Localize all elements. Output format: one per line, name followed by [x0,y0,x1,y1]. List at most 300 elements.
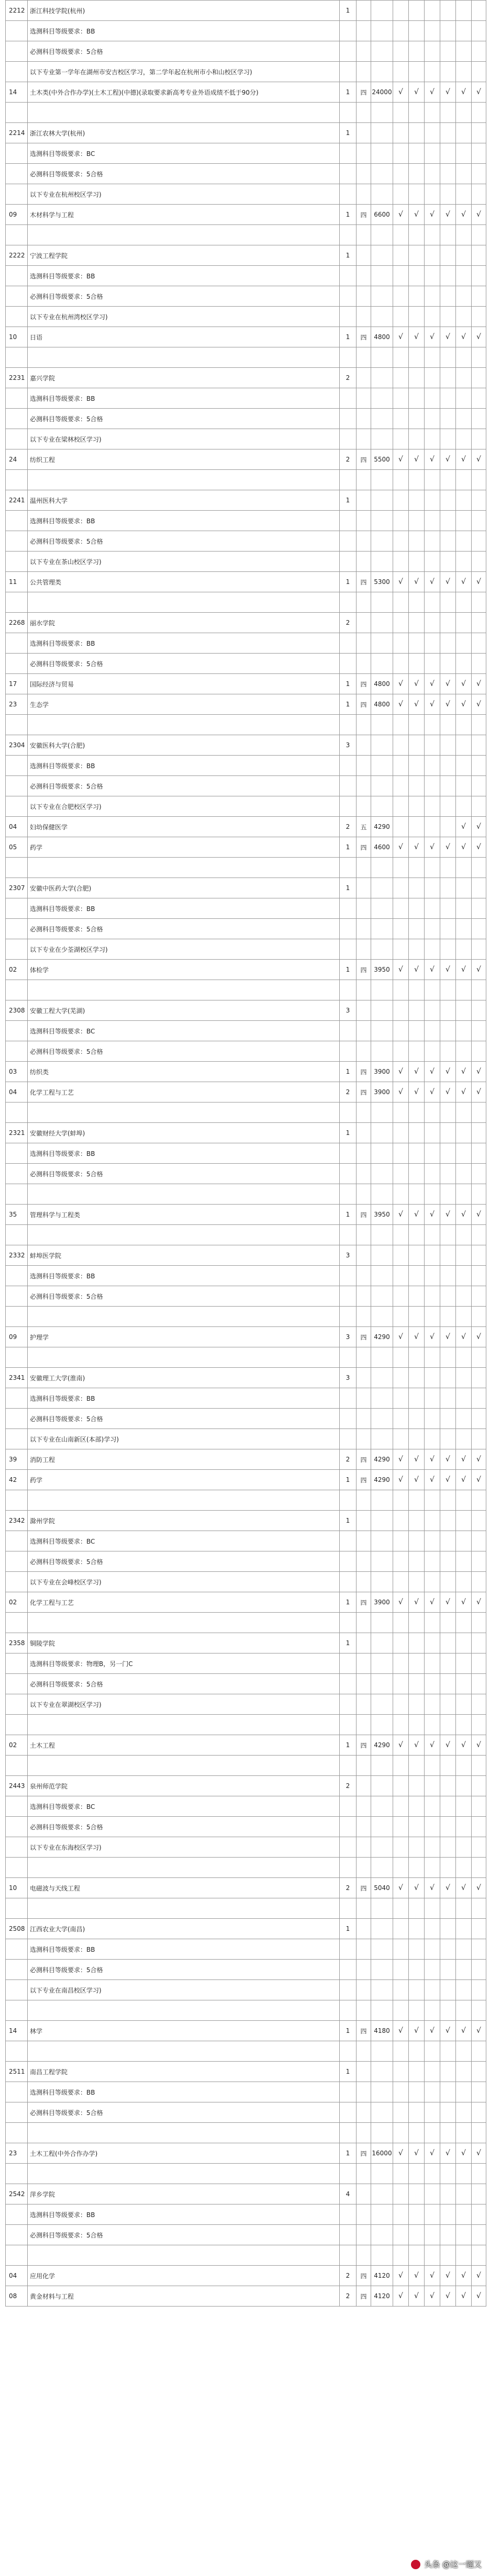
subject-check-cell: √ [409,327,425,347]
subject-check-cell [440,654,456,674]
plan-code-cell [6,1898,28,1919]
plan-code-cell [6,143,28,164]
subject-check-cell [409,1286,425,1307]
subject-check-cell [472,62,486,82]
subject-check-cell [472,1143,486,1164]
subject-check-cell [472,1817,486,1837]
subject-check-cell [440,1388,456,1409]
subject-check-cell [409,164,425,184]
subject-check-cell [440,164,456,184]
subject-check-cell [472,1939,486,1960]
tuition-cell [371,1531,393,1551]
subject-check-cell [393,1409,409,1429]
subject-check-cell: √ [472,1082,486,1103]
subject-check-cell: √ [425,960,440,980]
subject-check-cell [456,1531,472,1551]
plan-code-cell: 10 [6,1878,28,1898]
table-row [6,62,486,82]
subject-check-cell [472,368,486,388]
plan-code-cell: 14 [6,82,28,103]
plan-number-cell [340,898,357,919]
subject-check-cell: √ [472,1878,486,1898]
plan-number-cell: 1 [340,1,357,21]
subject-check-cell [425,41,440,62]
school-major-cell [28,103,340,123]
subject-check-cell [456,613,472,633]
duration-cell [357,1919,371,1939]
subject-check-cell [440,2245,456,2266]
subject-check-cell: √ [456,449,472,470]
subject-check-cell [440,1429,456,1449]
subject-check-cell [472,1164,486,1184]
school-major-cell: 滁州学院 [28,1511,340,1531]
subject-check-cell [425,980,440,1000]
plan-number-cell: 1 [340,123,357,143]
duration-cell: 四 [357,1062,371,1082]
subject-check-cell [456,2164,472,2184]
plan-number-cell [340,2204,357,2225]
subject-check-cell [440,1164,456,1184]
plan-code-cell: 2231 [6,368,28,388]
plan-number-cell: 1 [340,674,357,694]
subject-check-cell: √ [440,2021,456,2041]
subject-check-cell [393,368,409,388]
subject-check-cell [425,1245,440,1266]
subject-check-cell: √ [440,1062,456,1082]
subject-check-cell [409,633,425,654]
subject-check-cell [456,62,472,82]
subject-check-cell [472,1347,486,1368]
subject-check-cell [425,2102,440,2123]
subject-check-cell [472,286,486,307]
school-major-cell: 江西农业大学(南昌) [28,1919,340,1939]
school-major-cell: 选测科目等级要求：BB [28,756,340,776]
plan-code-cell [6,388,28,409]
school-major-cell: 木材科学与工程 [28,205,340,225]
school-major-cell: 选测科目等级要求：BB [28,21,340,41]
school-major-cell [28,470,340,490]
duration-cell [357,592,371,613]
subject-check-cell [456,470,472,490]
plan-number-cell [340,756,357,776]
subject-check-cell [393,817,409,837]
school-major-cell: 管理科学与工程类 [28,1205,340,1225]
subject-check-cell [409,511,425,531]
duration-cell: 四 [357,1878,371,1898]
duration-cell [357,776,371,796]
subject-check-cell [425,1000,440,1021]
table-row [6,1266,486,1286]
subject-check-cell [456,1368,472,1388]
table-row [6,1735,486,1756]
table-row [6,2204,486,2225]
duration-cell [357,2225,371,2245]
tuition-cell [371,1143,393,1164]
subject-check-cell [409,2041,425,2062]
subject-check-cell: √ [440,1470,456,1490]
plan-number-cell [340,2164,357,2184]
plan-number-cell [340,409,357,429]
subject-check-cell [456,21,472,41]
table-row [6,1286,486,1307]
duration-cell [357,1021,371,1041]
plan-number-cell: 2 [340,2266,357,2286]
subject-check-cell [440,2164,456,2184]
table-row [6,1205,486,1225]
subject-check-cell [472,123,486,143]
duration-cell: 四 [357,674,371,694]
subject-check-cell: √ [456,205,472,225]
subject-check-cell [456,1307,472,1327]
subject-check-cell [393,1694,409,1715]
tuition-cell [371,980,393,1000]
duration-cell [357,1898,371,1919]
subject-check-cell [472,756,486,776]
table-row [6,1796,486,1817]
plan-number-cell [340,1490,357,1511]
tuition-cell [371,2062,393,2082]
tuition-cell [371,1837,393,1858]
table-row [6,2082,486,2102]
subject-check-cell [440,1225,456,1245]
subject-check-cell [440,511,456,531]
subject-check-cell [440,1143,456,1164]
subject-check-cell [440,531,456,552]
tuition-cell [371,429,393,449]
plan-number-cell: 2 [340,613,357,633]
school-major-cell: 生态学 [28,694,340,715]
subject-check-cell: √ [425,327,440,347]
subject-check-cell [456,409,472,429]
subject-check-cell [393,1531,409,1551]
subject-check-cell [409,796,425,817]
subject-check-cell [456,2245,472,2266]
school-major-cell: 土木工程(中外合作办学) [28,2143,340,2164]
duration-cell [357,1388,371,1409]
subject-check-cell [409,1980,425,2000]
plan-number-cell [340,715,357,735]
subject-check-cell: √ [456,82,472,103]
subject-check-cell [409,1225,425,1245]
subject-check-cell [425,2123,440,2143]
plan-code-cell: 2308 [6,1000,28,1021]
subject-check-cell [393,1980,409,2000]
plan-number-cell: 1 [340,1062,357,1082]
school-major-cell: 日语 [28,327,340,347]
tuition-cell [371,1164,393,1184]
subject-check-cell [440,1980,456,2000]
tuition-cell [371,41,393,62]
subject-check-cell [409,1858,425,1878]
school-major-cell: 必测科目等级要求：5合格 [28,1551,340,1572]
subject-check-cell [393,429,409,449]
subject-check-cell [440,184,456,205]
subject-check-cell [409,1347,425,1368]
tuition-cell [371,1653,393,1674]
duration-cell [357,2062,371,2082]
subject-check-cell [393,1490,409,1511]
tuition-cell [371,552,393,572]
subject-check-cell [409,1245,425,1266]
subject-check-cell [456,143,472,164]
subject-check-cell [472,388,486,409]
subject-check-cell [409,1368,425,1388]
subject-check-cell [425,592,440,613]
plan-code-cell: 35 [6,1205,28,1225]
table-row [6,756,486,776]
plan-code-cell [6,1980,28,2000]
plan-number-cell [340,1409,357,1429]
subject-check-cell [472,939,486,960]
duration-cell: 四 [357,1327,371,1347]
subject-check-cell [456,1898,472,1919]
subject-check-cell [440,2041,456,2062]
plan-number-cell [340,1531,357,1551]
subject-check-cell [393,633,409,654]
table-row [6,817,486,837]
table-row [6,449,486,470]
subject-check-cell [440,1184,456,1205]
tuition-cell [371,1511,393,1531]
subject-check-cell [409,1123,425,1143]
school-major-cell: 安徽理工大学(淮南) [28,1368,340,1388]
subject-check-cell [440,1817,456,1837]
plan-number-cell [340,654,357,674]
duration-cell [357,1694,371,1715]
subject-check-cell: √ [393,2286,409,2307]
subject-check-cell [409,388,425,409]
subject-check-cell [472,1388,486,1409]
subject-check-cell: √ [393,1062,409,1082]
duration-cell [357,62,371,82]
plan-number-cell [340,2000,357,2021]
subject-check-cell [425,1633,440,1653]
subject-check-cell [393,1021,409,1041]
subject-check-cell [409,939,425,960]
plan-number-cell: 1 [340,1205,357,1225]
subject-check-cell [440,1103,456,1123]
subject-check-cell [425,2041,440,2062]
school-major-cell: 以下专业在杭州湾校区学习) [28,307,340,327]
subject-check-cell [393,266,409,286]
plan-code-cell [6,552,28,572]
subject-check-cell [456,1613,472,1633]
plan-code-cell [6,2204,28,2225]
subject-check-cell [425,1511,440,1531]
subject-check-cell: √ [409,2286,425,2307]
plan-number-cell: 1 [340,1470,357,1490]
plan-code-cell [6,898,28,919]
subject-check-cell [409,654,425,674]
subject-check-cell: √ [456,817,472,837]
duration-cell [357,2102,371,2123]
plan-number-cell [340,2245,357,2266]
plan-number-cell: 3 [340,1000,357,1021]
plan-code-cell [6,103,28,123]
school-major-cell: 必测科目等级要求：5合格 [28,654,340,674]
subject-check-cell [409,1266,425,1286]
subject-check-cell [409,1103,425,1123]
school-major-cell: 泉州师范学院 [28,1776,340,1796]
tuition-cell [371,1572,393,1592]
subject-check-cell [393,1796,409,1817]
subject-check-cell [440,429,456,449]
duration-cell [357,368,371,388]
duration-cell [357,1164,371,1184]
subject-check-cell [409,980,425,1000]
subject-check-cell: √ [393,960,409,980]
subject-check-cell [440,470,456,490]
subject-check-cell [440,878,456,898]
plan-code-cell: 2212 [6,1,28,21]
table-row [6,572,486,592]
toutiao-logo-icon [410,2559,421,2570]
plan-number-cell: 2 [340,2286,357,2307]
plan-number-cell [340,286,357,307]
duration-cell [357,245,371,266]
tuition-cell [371,1898,393,1919]
subject-check-cell: √ [393,1205,409,1225]
tuition-cell: 16000 [371,2143,393,2164]
plan-number-cell [340,62,357,82]
subject-check-cell: √ [440,449,456,470]
subject-check-cell [472,735,486,756]
subject-check-cell [456,184,472,205]
duration-cell [357,2245,371,2266]
table-row [6,1551,486,1572]
subject-check-cell [425,1858,440,1878]
plan-code-cell [6,1960,28,1980]
duration-cell [357,1715,371,1735]
subject-check-cell [393,919,409,939]
tuition-cell [371,1307,393,1327]
subject-check-cell [409,470,425,490]
duration-cell [357,1796,371,1817]
subject-check-cell [409,1633,425,1653]
subject-check-cell [425,2184,440,2204]
tuition-cell [371,531,393,552]
tuition-cell [371,368,393,388]
plan-number-cell: 1 [340,205,357,225]
table-row [6,1490,486,1511]
subject-check-cell: √ [456,694,472,715]
subject-check-cell [393,1960,409,1980]
table-row [6,388,486,409]
subject-check-cell [393,613,409,633]
plan-code-cell: 02 [6,1735,28,1756]
subject-check-cell [440,123,456,143]
plan-code-cell [6,307,28,327]
tuition-cell [371,123,393,143]
subject-check-cell [440,409,456,429]
tuition-cell [371,143,393,164]
subject-check-cell: √ [409,449,425,470]
school-major-cell: 选测科目等级要求：BB [28,1388,340,1409]
plan-number-cell: 1 [340,245,357,266]
subject-check-cell: √ [425,82,440,103]
plan-number-cell [340,552,357,572]
school-major-cell: 必测科目等级要求：5合格 [28,1041,340,1062]
tuition-cell: 4800 [371,674,393,694]
subject-check-cell [440,41,456,62]
plan-number-cell: 3 [340,1327,357,1347]
duration-cell [357,1307,371,1327]
subject-check-cell [409,552,425,572]
school-major-cell: 以下专业在南昌校区学习) [28,1980,340,2000]
plan-code-cell: 02 [6,1592,28,1613]
subject-check-cell [425,2245,440,2266]
plan-number-cell: 1 [340,1919,357,1939]
subject-check-cell [409,531,425,552]
subject-check-cell [440,1939,456,1960]
subject-check-cell [440,1633,456,1653]
subject-check-cell [440,1286,456,1307]
duration-cell: 四 [357,205,371,225]
subject-check-cell [440,919,456,939]
plan-number-cell [340,1756,357,1776]
plan-code-cell [6,1103,28,1123]
plan-code-cell [6,511,28,531]
subject-check-cell: √ [456,1470,472,1490]
plan-number-cell: 1 [340,2021,357,2041]
table-row [6,1898,486,1919]
school-major-cell: 药学 [28,1470,340,1490]
plan-code-cell: 14 [6,2021,28,2041]
duration-cell [357,613,371,633]
subject-check-cell [440,2184,456,2204]
subject-check-cell: √ [456,2286,472,2307]
subject-check-cell [456,1674,472,1694]
subject-check-cell [472,1245,486,1266]
table-row [6,674,486,694]
tuition-cell [371,756,393,776]
table-row [6,654,486,674]
subject-check-cell: √ [472,205,486,225]
subject-check-cell [472,878,486,898]
table-row [6,2225,486,2245]
table-row [6,1062,486,1082]
subject-check-cell [456,2123,472,2143]
school-major-cell: 以下专业在山南新区(本部)学习) [28,1429,340,1449]
plan-code-cell [6,1429,28,1449]
subject-check-cell [409,613,425,633]
tuition-cell [371,1796,393,1817]
duration-cell: 四 [357,1449,371,1470]
subject-check-cell [393,735,409,756]
subject-check-cell: √ [440,1878,456,1898]
tuition-cell [371,2123,393,2143]
subject-check-cell [472,919,486,939]
subject-check-cell [472,1613,486,1633]
duration-cell [357,1531,371,1551]
tuition-cell [371,1286,393,1307]
table-row [6,1858,486,1878]
duration-cell [357,1143,371,1164]
school-major-cell: 南昌工程学院 [28,2062,340,2082]
subject-check-cell [472,245,486,266]
subject-check-cell [456,1796,472,1817]
subject-check-cell [409,1490,425,1511]
plan-number-cell [340,2102,357,2123]
subject-check-cell [425,103,440,123]
subject-check-cell [472,1980,486,2000]
subject-check-cell: √ [440,1327,456,1347]
tuition-cell [371,1409,393,1429]
duration-cell: 四 [357,1592,371,1613]
subject-check-cell [425,531,440,552]
duration-cell [357,919,371,939]
admission-plan-table [5,0,486,2307]
